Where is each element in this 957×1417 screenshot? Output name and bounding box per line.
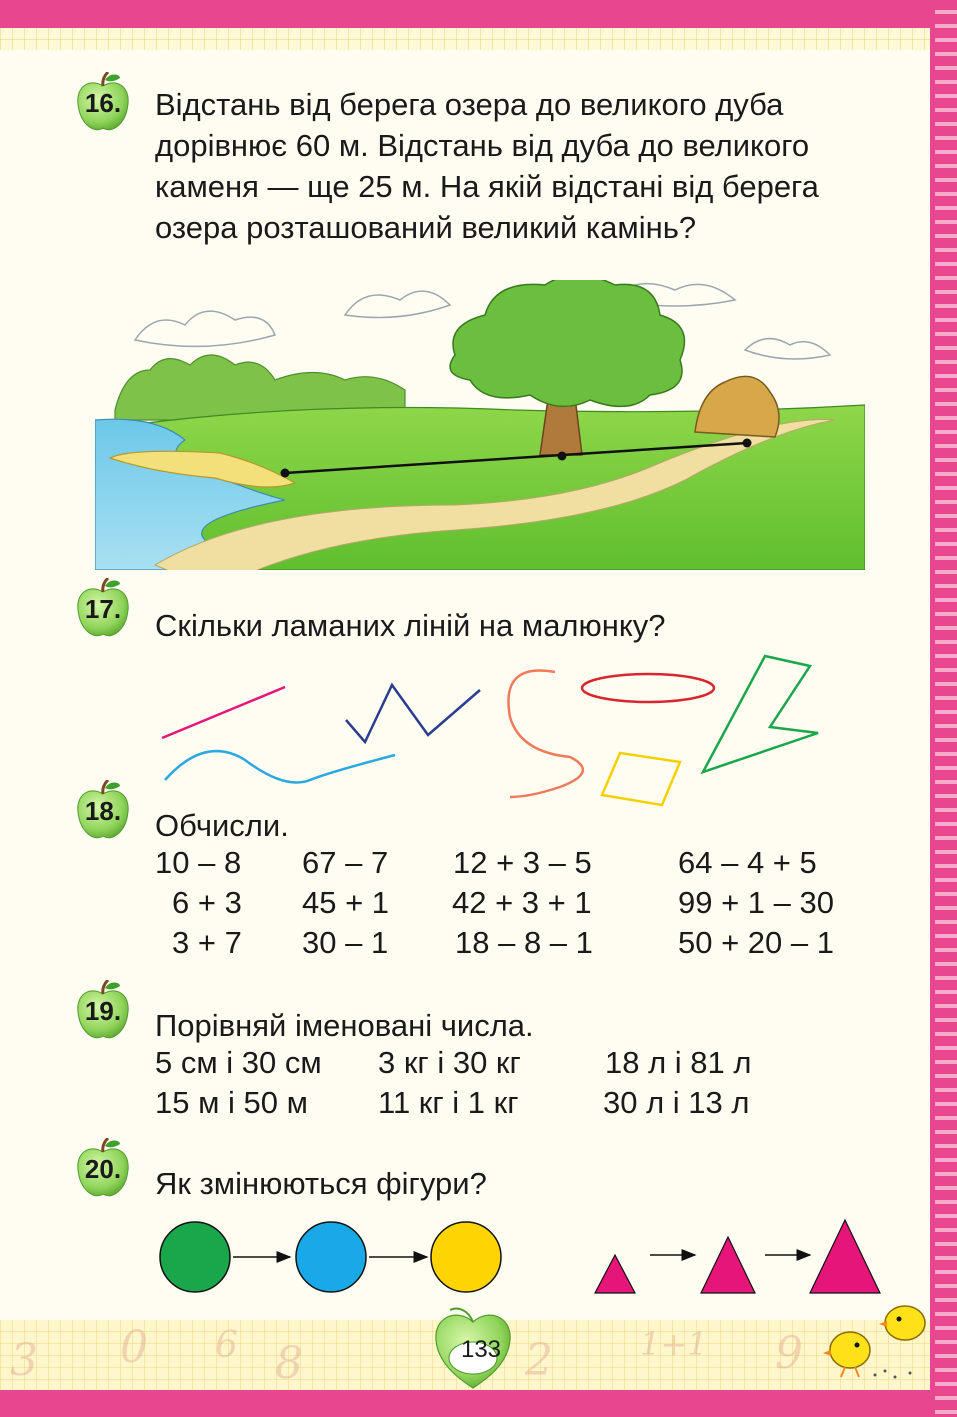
- point-shore: [281, 469, 290, 478]
- expression: 64 – 4 + 5: [678, 845, 817, 880]
- deco-digit: 0: [120, 1322, 148, 1373]
- expression: 99 + 1 – 30: [678, 885, 834, 920]
- task-number: 19.: [84, 996, 122, 1026]
- deco-digit: 8: [275, 1338, 303, 1389]
- deco-digit: 3: [10, 1335, 38, 1386]
- comparison: 15 м і 50 м: [155, 1085, 308, 1120]
- comparison: 5 см і 30 см: [155, 1045, 322, 1080]
- task-number: 20.: [84, 1154, 122, 1184]
- comparison: 18 л і 81 л: [605, 1045, 752, 1080]
- task-17-number-badge: [72, 578, 134, 640]
- expression: 30 – 1: [302, 925, 389, 960]
- triangle-small: [595, 1255, 635, 1293]
- task-number: 16.: [84, 88, 122, 118]
- text-line: дорівнює 60 м. Відстань від дуба до великого: [155, 128, 810, 163]
- cloud: [135, 311, 275, 346]
- circle-yellow: [431, 1222, 501, 1292]
- lines-figure: [150, 650, 840, 810]
- task-18-instruction: Обчисли.: [155, 808, 289, 843]
- quadrilateral-yellow: [602, 753, 680, 805]
- curved-line-orange: [508, 670, 582, 797]
- chicks-icon: [815, 1295, 930, 1385]
- comparison: 30 л і 13 л: [603, 1085, 750, 1120]
- circle-blue: [296, 1222, 366, 1292]
- task-20-number-badge: [72, 1138, 134, 1200]
- page-border: [935, 0, 957, 1417]
- task-19-instruction: Порівняй іменовані числа.: [155, 1008, 534, 1043]
- expression: 18 – 8 – 1: [455, 925, 593, 960]
- landscape-illustration: [95, 280, 865, 570]
- task-number: 17.: [84, 594, 122, 624]
- expression: 67 – 7: [302, 845, 389, 880]
- broken-line-navy: [346, 685, 480, 742]
- task-16-number-badge: [72, 72, 134, 134]
- expression: 12 + 3 – 5: [453, 845, 592, 880]
- curved-line-blue: [165, 751, 395, 782]
- big-stone: [695, 376, 779, 437]
- point-oak: [558, 452, 567, 461]
- expression: 42 + 3 + 1: [452, 885, 592, 920]
- deco-digit: 6: [215, 1325, 238, 1366]
- task-19-number-badge: [72, 980, 134, 1042]
- deco-digit: 9: [775, 1328, 803, 1379]
- text-line: озера розташований великий камінь?: [155, 210, 697, 245]
- shapes-sequence: [155, 1215, 885, 1315]
- triangle-medium: [701, 1237, 755, 1293]
- text-line: Відстань від берега озера до великого дуба: [155, 87, 784, 122]
- cloud: [745, 339, 830, 359]
- triangle-large: [810, 1220, 880, 1293]
- deco-digit: 2: [525, 1335, 553, 1386]
- straight-segment-pink: [162, 687, 285, 738]
- task-17-question: Скільки ламаних ліній на малюнку?: [155, 608, 666, 643]
- oak-crown: [450, 280, 685, 406]
- expression: 50 + 20 – 1: [678, 925, 834, 960]
- comparison: 3 кг і 30 кг: [378, 1045, 521, 1080]
- closed-broken-line-green: [703, 656, 818, 772]
- top-grid-band: [0, 28, 930, 50]
- expression: 6 + 3: [172, 885, 242, 920]
- point-stone: [743, 439, 752, 448]
- cloud: [345, 291, 450, 317]
- task-20-question: Як змінюються фігури?: [155, 1166, 487, 1201]
- page-number: 133: [460, 1336, 502, 1363]
- circle-green: [160, 1222, 230, 1292]
- expression: 45 + 1: [302, 885, 390, 920]
- expression: 10 – 8: [155, 845, 242, 880]
- task-number: 18.: [84, 796, 122, 826]
- expression: 3 + 7: [172, 925, 242, 960]
- closed-curve-red: [582, 674, 714, 702]
- deco-digit: 1+1: [640, 1325, 708, 1363]
- task-18-number-badge: [72, 780, 134, 842]
- comparison: 11 кг і 1 кг: [378, 1085, 519, 1120]
- task-16-text: [155, 84, 885, 248]
- text-line: каменя — ще 25 м. На якій відстані від берега: [155, 169, 819, 204]
